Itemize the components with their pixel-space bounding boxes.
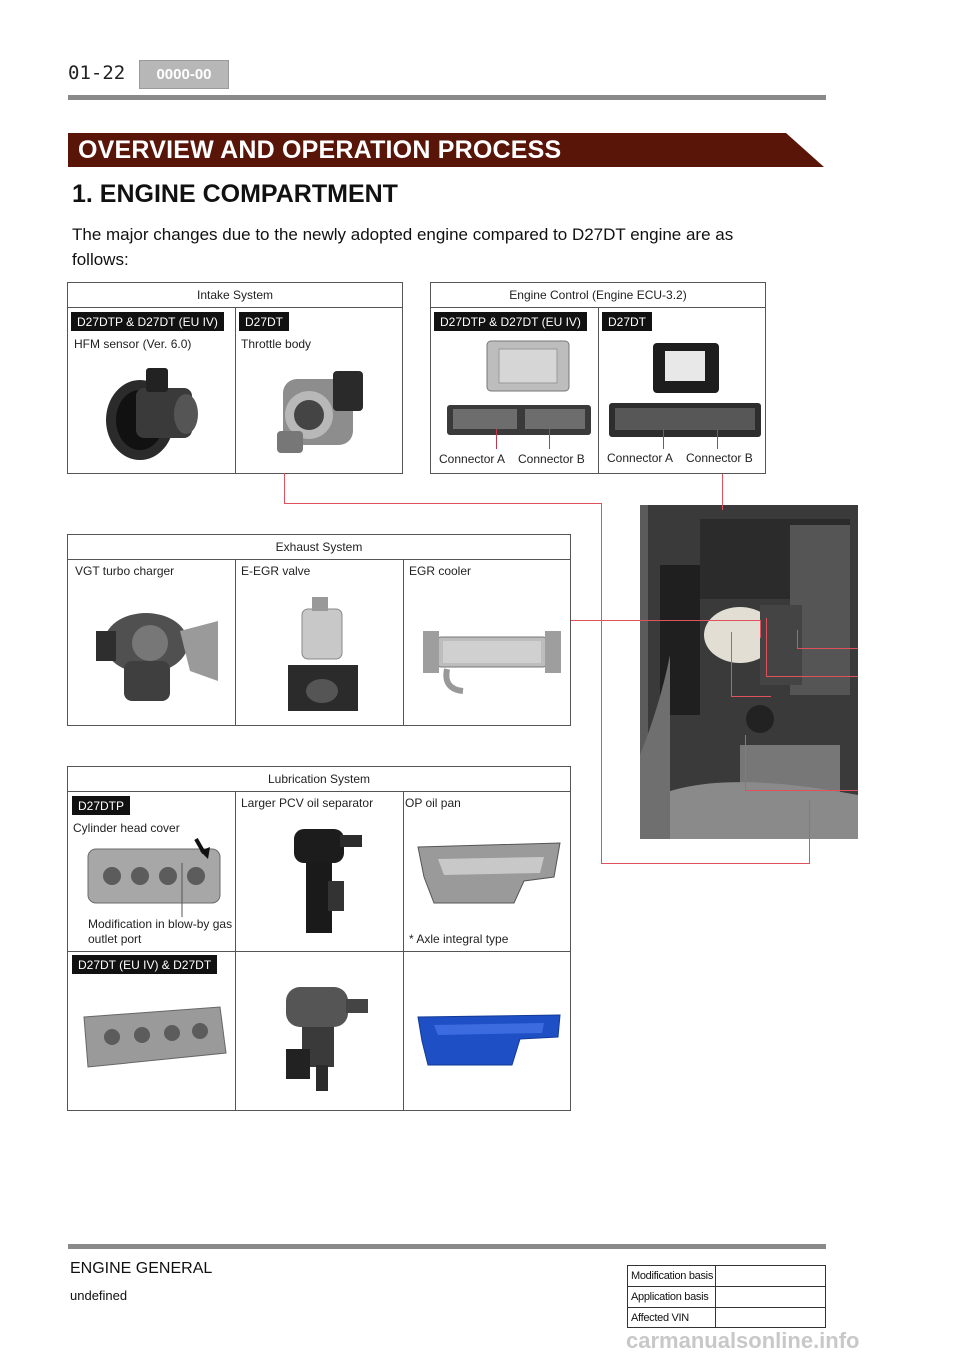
intake-tag-right: D27DT [239, 312, 289, 331]
oil-pan-label: OP oil pan [405, 796, 461, 810]
pcv-separator-d27dt-image [276, 977, 372, 1095]
throttle-body-image [263, 361, 373, 467]
leader-line [284, 503, 601, 504]
hfm-sensor-label: HFM sensor (Ver. 6.0) [74, 337, 192, 351]
page-number: 01-22 [68, 62, 126, 84]
egr-cooler-image [423, 619, 563, 699]
engine-control-title: Engine Control (Engine ECU-3.2) [431, 283, 765, 308]
pcv-separator-image [268, 821, 368, 941]
e-egr-valve-image [278, 595, 368, 719]
engine-compartment-photo [640, 505, 858, 839]
cylinder-head-cover-label: Cylinder head cover [73, 821, 180, 835]
leader-line [797, 648, 858, 649]
affected-vin-label: Affected VIN [628, 1308, 716, 1328]
intake-system-title: Intake System [68, 283, 402, 308]
leader-line [766, 676, 858, 677]
leader-line [570, 620, 760, 621]
oil-pan-image [414, 837, 564, 909]
pcv-separator-label: Larger PCV oil separator [241, 796, 374, 810]
ecu-tag-right: D27DT [602, 312, 652, 331]
leader-line [731, 632, 732, 697]
intake-system-table [67, 282, 403, 474]
application-basis-label: Application basis [628, 1287, 716, 1307]
footer-chapter-title: ENGINE GENERAL [70, 1260, 213, 1277]
ecu-left-connector-a: Connector A [439, 452, 506, 466]
lubrication-system-table [67, 766, 571, 1111]
leader-line [766, 618, 767, 676]
hfm-sensor-image [98, 358, 208, 468]
oil-pan-d27dt-image [414, 1011, 564, 1071]
banner-title: OVERVIEW AND OPERATION PROCESS [78, 136, 562, 164]
cylinder-head-cover-d27dt-image [80, 995, 230, 1075]
lubrication-system-title: Lubrication System [68, 767, 570, 792]
modification-note: Modification in blow-by gas outlet port [88, 917, 233, 946]
modification-basis-label: Modification basis [628, 1266, 716, 1286]
ecu-left-connector-b: Connector B [518, 452, 585, 466]
leader-line [731, 696, 771, 697]
watermark: carmanualsonline.info [626, 1328, 860, 1353]
ecu-right-connector-a: Connector A [607, 451, 674, 465]
leader-line [797, 630, 798, 648]
modification-table [627, 1265, 826, 1328]
cylinder-head-cover-image [84, 833, 232, 917]
ecu-ver32-image [445, 335, 593, 439]
leader-line [601, 863, 810, 864]
section-title: 1. ENGINE COMPARTMENT [72, 180, 398, 208]
leader-line [760, 620, 761, 638]
lubrication-tag-d27dtp: D27DTP [72, 796, 130, 815]
intake-tag-left: D27DTP & D27DT (EU IV) [71, 312, 224, 331]
leader-line [284, 473, 285, 503]
intro-paragraph: The major changes due to the newly adopted engine compared to D27DT engine are as follows: [72, 225, 734, 269]
engine-control-table [430, 282, 766, 474]
leader-line [745, 790, 858, 791]
leader-line [809, 800, 810, 864]
ecu-d27dt-image [607, 335, 763, 439]
leader-line [745, 735, 746, 790]
lubrication-tag-d27dt: D27DT (EU IV) & D27DT [72, 955, 217, 974]
throttle-body-label: Throttle body [241, 337, 312, 351]
top-divider [68, 95, 826, 100]
bottom-divider [68, 1244, 826, 1249]
section-code-badge: 0000-00 [139, 60, 229, 89]
egr-cooler-label: EGR cooler [409, 564, 472, 578]
axle-integral-note: * Axle integral type [409, 932, 509, 946]
leader-line [601, 503, 602, 863]
leader-line [722, 474, 723, 510]
footer-subtitle: undefined [70, 1288, 128, 1303]
ecu-tag-left: D27DTP & D27DT (EU IV) [434, 312, 587, 331]
vgt-turbo-image [90, 601, 220, 711]
exhaust-system-table [67, 534, 571, 726]
exhaust-system-title: Exhaust System [68, 535, 570, 560]
vgt-turbo-label: VGT turbo charger [75, 564, 175, 578]
ecu-right-connector-b: Connector B [686, 451, 753, 465]
e-egr-valve-label: E-EGR valve [241, 564, 311, 578]
